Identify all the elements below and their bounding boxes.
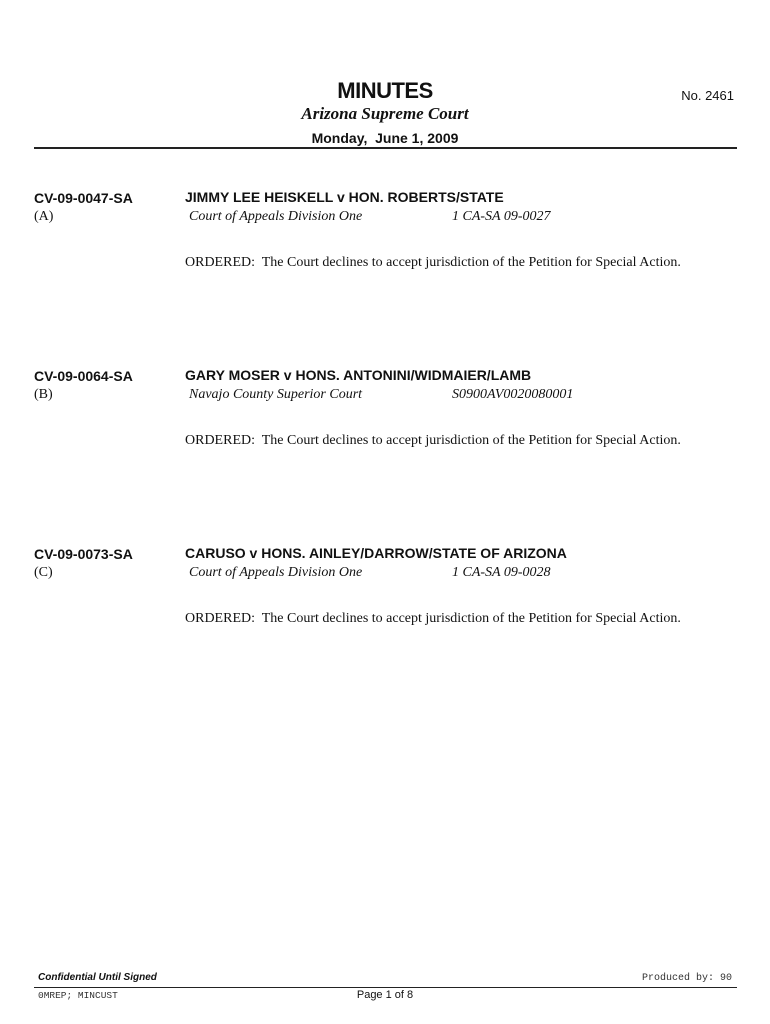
document-title: MINUTES bbox=[337, 78, 433, 103]
court-name: Arizona Supreme Court bbox=[301, 104, 469, 123]
case-number: CV-09-0047-SA bbox=[34, 190, 133, 206]
header-divider bbox=[34, 147, 737, 149]
case-name: CARUSO v HONS. AINLEY/DARROW/STATE OF ARIZONA bbox=[185, 545, 567, 561]
confidential-notice: Confidential Until Signed bbox=[38, 972, 157, 983]
lower-court: Court of Appeals Division One bbox=[189, 209, 363, 224]
produced-by: Produced by: 90 bbox=[641, 973, 732, 984]
minutes-number: No. 2461 bbox=[681, 88, 734, 103]
case-number: CV-09-0073-SA bbox=[34, 546, 133, 562]
lower-court-case-number: 1 CA-SA 09-0028 bbox=[452, 565, 551, 580]
case-letter: (B) bbox=[34, 387, 53, 402]
case-name: GARY MOSER v HONS. ANTONINI/WIDMAIER/LAMB bbox=[185, 367, 532, 383]
lower-court: Court of Appeals Division One bbox=[189, 565, 363, 580]
report-code: 0MREP; MINCUST bbox=[38, 990, 118, 1001]
case-number: CV-09-0064-SA bbox=[34, 368, 133, 384]
lower-court: Navajo County Superior Court bbox=[189, 387, 363, 402]
lower-court-case-number: S0900AV0020080001 bbox=[452, 387, 574, 402]
case-entry bbox=[0, 190, 770, 350]
case-order: ORDERED: The Court declines to accept jurisdiction of the Petition for Special Action. bbox=[185, 433, 681, 448]
minutes-date: Monday, June 1, 2009 bbox=[311, 130, 459, 146]
case-order: ORDERED: The Court declines to accept jurisdiction of the Petition for Special Action. bbox=[185, 255, 681, 270]
case-letter: (C) bbox=[34, 565, 53, 580]
lower-court-case-number: 1 CA-SA 09-0027 bbox=[452, 209, 551, 224]
footer-divider bbox=[34, 987, 737, 988]
case-letter: (A) bbox=[34, 209, 54, 224]
case-name: JIMMY LEE HEISKELL v HON. ROBERTS/STATE bbox=[185, 189, 504, 205]
page-number: Page 1 of 8 bbox=[356, 989, 414, 1001]
case-order: ORDERED: The Court declines to accept jurisdiction of the Petition for Special Action. bbox=[185, 611, 681, 626]
case-entry bbox=[0, 368, 770, 528]
case-entry bbox=[0, 546, 770, 706]
